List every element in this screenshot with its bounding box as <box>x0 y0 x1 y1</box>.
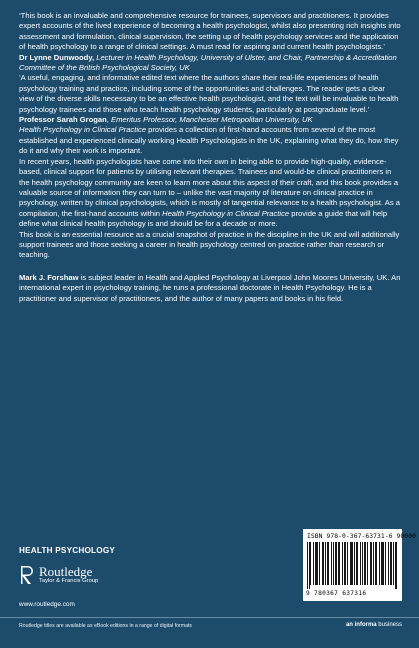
ebook-note: Routledge titles are available as eBook editions in a range of digital formats <box>19 623 193 629</box>
description-text: In recent years, health psychologists have come into their own in being able to provide high-quality, evidence-based, clinical support for patients by utilising relevant therapies. Trainees and would-be clinical practitioners in the health psychology community are keen to learn more about this aspect of their craft, and this book provides a valuable source of information they can turn to – unlike the vast majority of literature on clinical practice in psychology, written by clinical psychologists, which is mostly of tangential relevance to a health psychologist. As a compilation, the first-hand accounts within <box>19 156 401 218</box>
author-bio <box>19 273 401 304</box>
endorsement-quote: ‘This book is an invaluable and comprehensive resource for trainees, supervisors and practitioners. It provides expert accounts of the lived experience of becoming a health psychologist, whilst also presenting rich insights into assessment and formulation, clinical supervision, the setting up of health psychology services and the application of health psychology to a range of clinical settings. A must read for aspiring and current health psychologists.’ <box>19 11 401 52</box>
barcode-panel <box>303 529 416 601</box>
isbn-number: ISBN 978-0-367-63731-6 <box>307 533 393 540</box>
description-text: provide a guide that will help define what clinical health psychology is and should be for a decade or more. <box>19 208 388 229</box>
endorser-credit <box>19 53 401 74</box>
publisher-name: Routledge <box>39 564 93 579</box>
book-title: Health Psychology in Clinical Practice <box>162 208 290 218</box>
publisher-logo <box>19 565 98 585</box>
informa-tagline <box>346 622 402 628</box>
publisher-group: Taylor & Francis Group <box>39 578 99 584</box>
endorser-name: Professor Sarah Grogan <box>19 115 107 125</box>
isbn-label <box>307 533 416 540</box>
description-paragraph <box>19 157 401 230</box>
description-paragraph <box>19 125 401 156</box>
author-name: Mark J. Forshaw <box>19 272 79 282</box>
informa-rest: business <box>376 622 402 628</box>
informa-bold: an informa <box>345 622 377 628</box>
cover-copy <box>19 11 401 304</box>
footer-divider <box>0 617 419 618</box>
publisher-wordmark <box>39 565 98 585</box>
endorser-credit: Professor Sarah Grogan, Emeritus Professor, Manchester Metropolitan University, UK <box>19 115 313 125</box>
routledge-r-icon <box>19 565 35 585</box>
book-title: Health Psychology in Clinical Practice <box>19 125 147 135</box>
endorser-affiliation: Emeritus Professor, Manchester Metropolitan University, UK <box>111 115 313 125</box>
endorser-name: Dr Lynne Dunwoody, <box>19 52 95 62</box>
ean-digits: 9 780367 637316 <box>306 590 367 597</box>
subject-category: HEALTH PSYCHOLOGY <box>19 546 116 555</box>
endorser-affiliation: Lecturer in Health Psychology, University of Ulster, and Chair, Partnership & Accreditation Committee of the British Psychological Society, UK <box>19 52 397 73</box>
publisher-url: www.routledge.com <box>19 601 75 608</box>
price-code: 90000 <box>396 533 416 540</box>
barcode-bars <box>307 542 398 589</box>
description-paragraph: This book is an essential resource as a crucial snapshot of practice in the discipline in the UK and will additionally support trainees and those seeking a career in health psychology centred on practice rather than research or teaching. <box>19 229 400 260</box>
description-text: provides a collection of first-hand accounts from several of the most established and experienced clinically working Health Psychologists in the UK, explaining what they do, how they do it and why their work is important. <box>19 125 399 156</box>
endorsement-quote: ‘A useful, engaging, and informative edited text where the authors share their real-life experiences of health psychology training and practice, including some of the opportunities and challenges. The reader gets a clear view of the diverse skills necessary to be an effective health psychologist, and the text will be invaluable to health psychology trainees and those who teach health psychology students, particularly at postgraduate level.’ <box>19 73 399 114</box>
author-bio-text: is subject leader in Health and Applied Psychology at Liverpool John Moores University, UK. An international expert in psychology training, he runs a professional doctorate in Health Psychology. He is a practitioner and supervisor of practitioners, and the author of many papers and books in his field. <box>19 272 401 303</box>
